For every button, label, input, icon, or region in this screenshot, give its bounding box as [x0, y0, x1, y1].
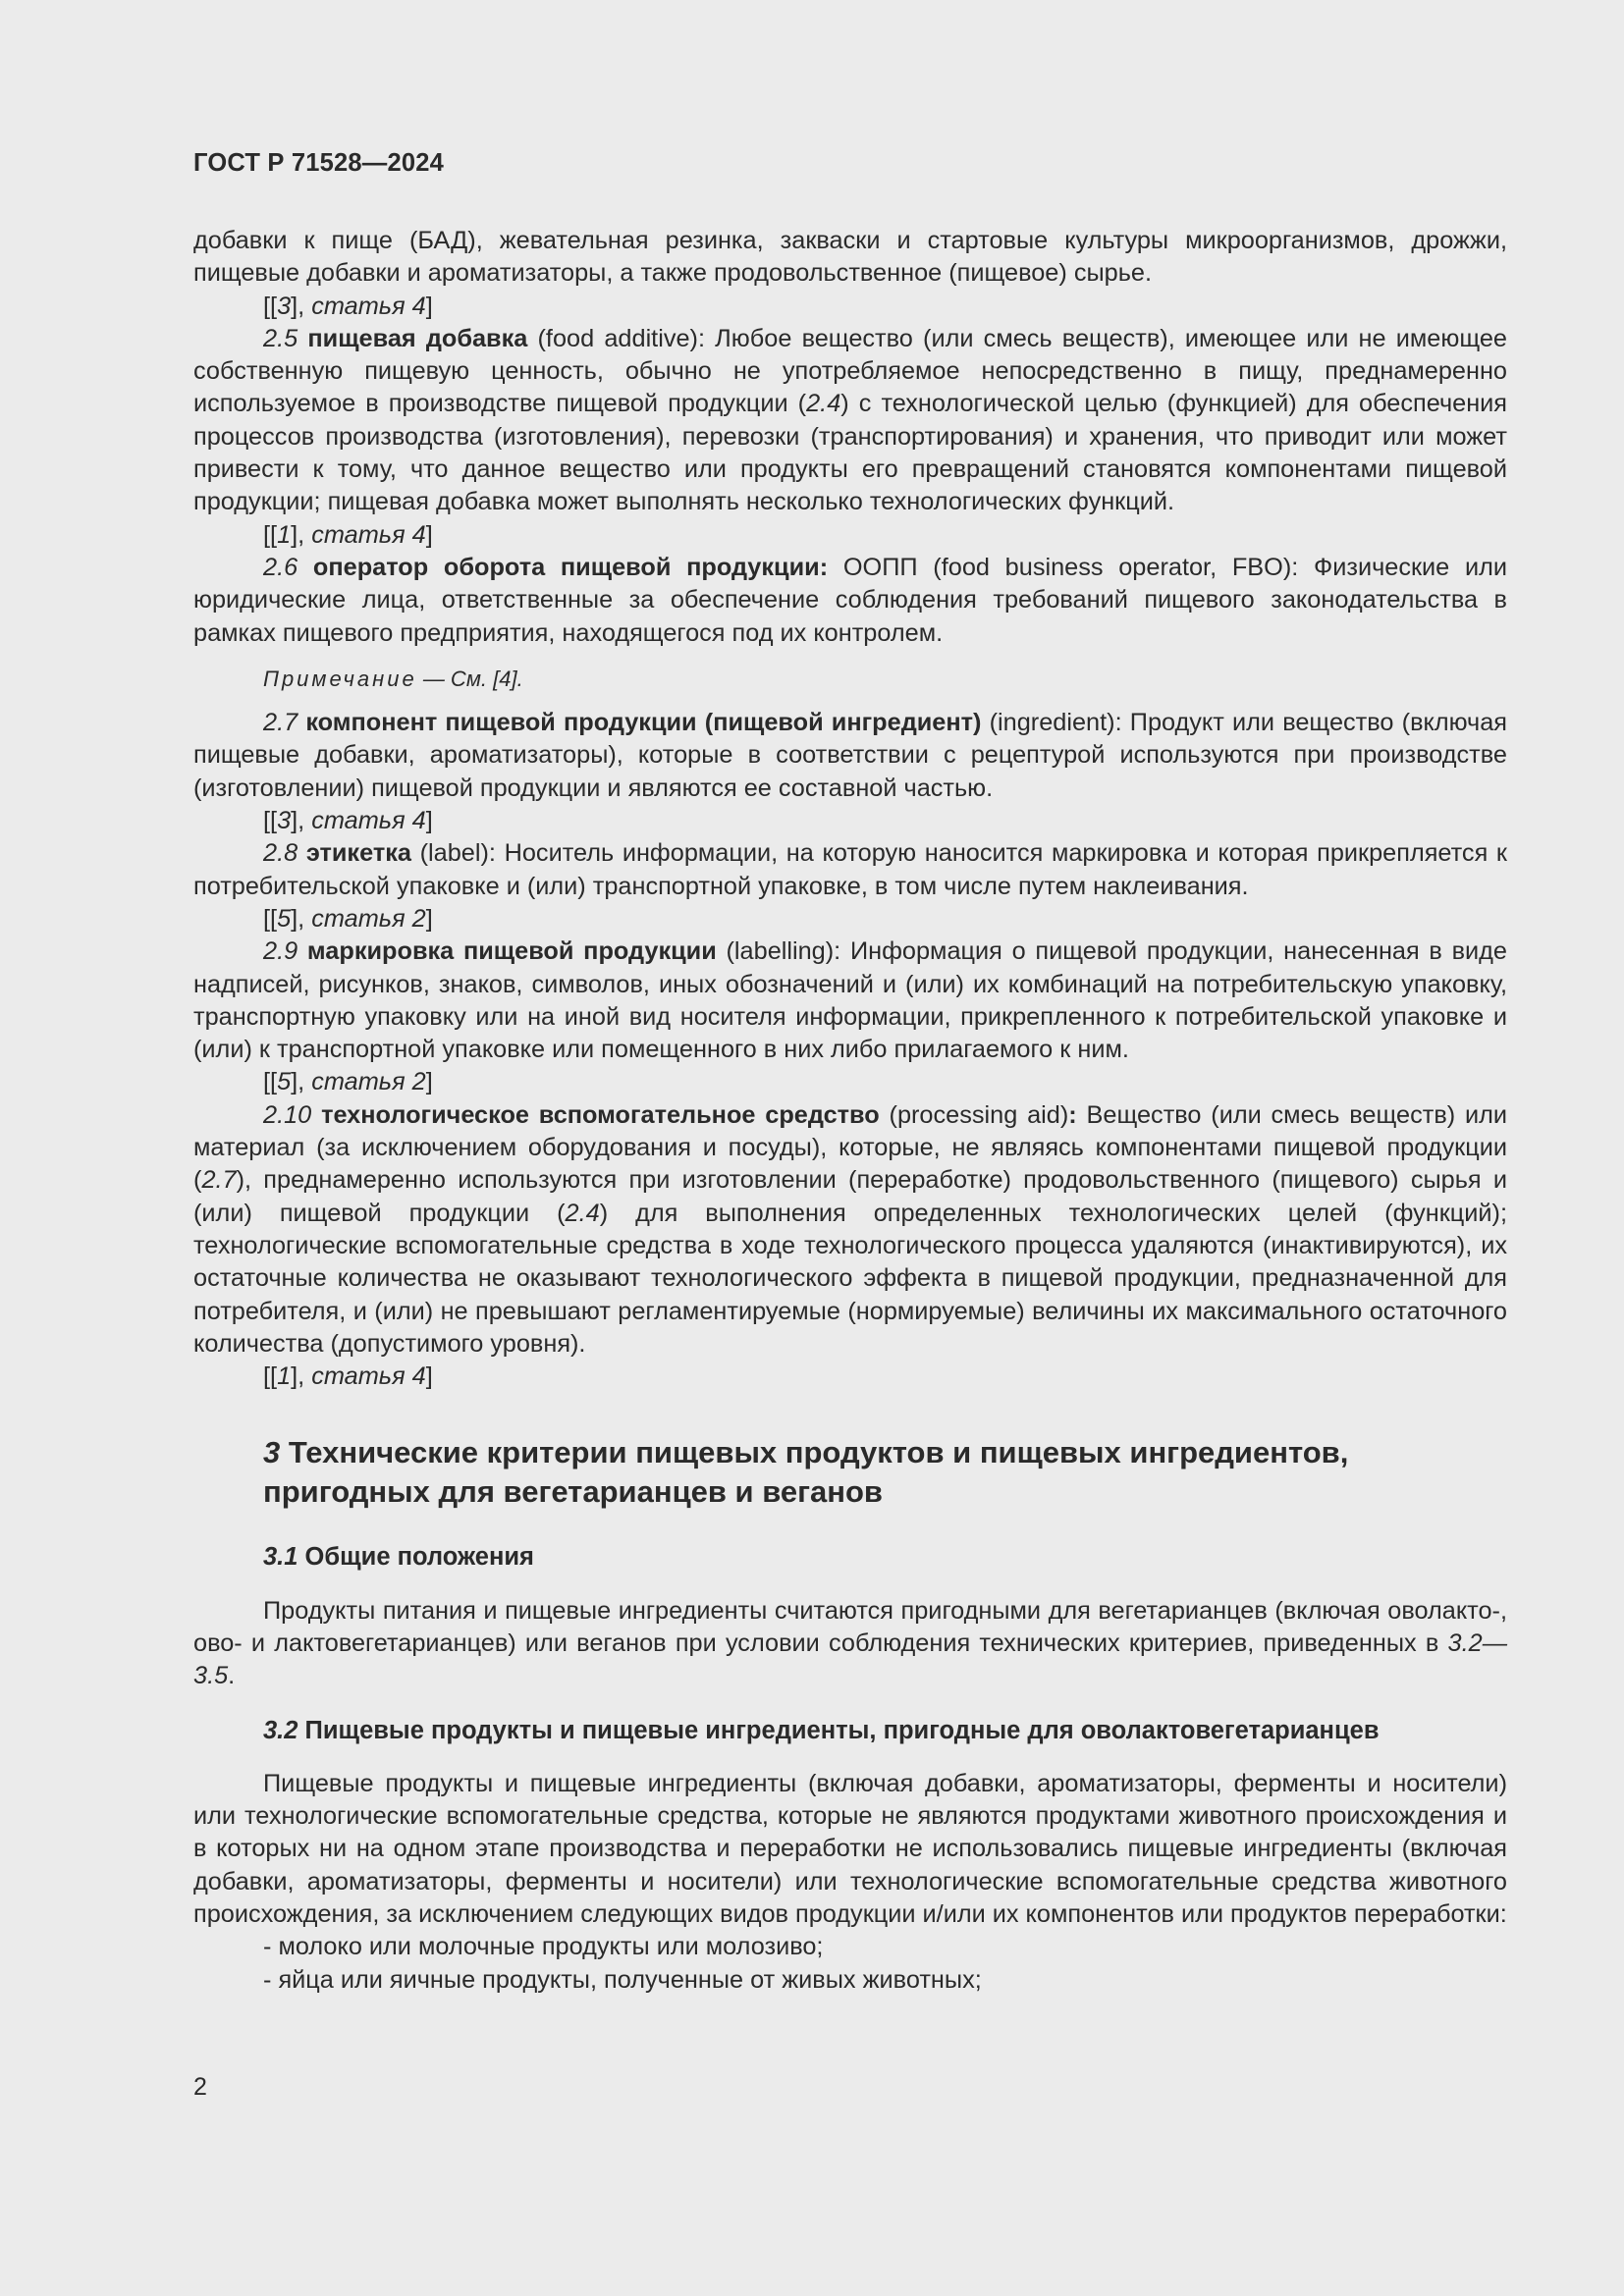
citation: [[5], статья 2] [263, 904, 433, 933]
section-3-1-heading: 3.1 Общие положения [263, 1543, 534, 1572]
citation: [[1], статья 4] [263, 1362, 433, 1391]
citation: [[3], статья 4] [263, 292, 433, 320]
list-item: - яйца или яичные продукты, полученные от живых животных; [263, 1965, 982, 1994]
term-2-7: 2.7 компонент пищевой продукции (пищевой ингредиент) (ingredient): Продукт или вещество (включая пищевые добавки, ароматизаторы), которые в соответствии с рецептурой используются при производстве (изготовлении) пищевой продукции и являются ее составной частью. [193, 709, 1507, 802]
section-3-heading: 3 Технические критерии пищевых продуктов и пищевых ингредиентов, пригодных для вегетарианцев и веганов [263, 1435, 1349, 1510]
term-2-8: 2.8 этикетка (label): Носитель информации, на которую наносится маркировка и которая прикрепляется к потребительской упаковке и (или) транспортной упаковке, в том числе путем наклеивания. [193, 839, 1508, 900]
term-2-5: 2.5 пищевая добавка (food additive): Любое вещество (или смесь веществ), имеющее или не имеющее собственную пищевую ценность, обычно не употребляемое непосредственно в пищу, преднамеренно используемое в производстве пищевой продукции (2.4) с технологической целью (функцией) для обеспечения процессов производства (изготовления), перевозки (транспортирования) и хранения, что приводит или может привести к тому, что данное вещество или продукты его превращений становятся компонентами пищевой продукции; пищевая добавка может выполнять несколько технологических функций. [193, 324, 1507, 516]
list-item: - молоко или молочные продукты или молозиво; [263, 1933, 824, 1961]
term-2-6: 2.6 оператор оборота пищевой продукции: ООПП (food business operator, FBO): Физические или юридические лица, ответственные за обеспечение соблюдения требований пищевого законодательства в рамках пищевого предприятия, находящегося под их контролем. [193, 553, 1507, 647]
section-3-2-paragraph: Пищевые продукты и пищевые ингредиенты (включая добавки, ароматизаторы, ферменты и носители) или технологические вспомогательные средства, которые не являются продуктами животного происхождения и в которых ни на одном этапе производства и переработки не использовались пищевые ингредиенты (включая добавки, ароматизаторы, ферменты и носители) или технологические вспомогательные средства животного происхождения, за исключением следующих видов продукции и/или их компонентов или продуктов переработки: [193, 1769, 1507, 1929]
page-number: 2 [193, 2073, 207, 2101]
citation: [[3], статья 4] [263, 807, 433, 835]
intro-paragraph: добавки к пище (БАД), жевательная резинка, закваски и стартовые культуры микроорганизмов, дрожжи, пищевые добавки и ароматизаторы, а также продовольственное (пищевое) сырье. [193, 227, 1507, 288]
term-2-9: 2.9 маркировка пищевой продукции (labelling): Информация о пищевой продукции, нанесенная в виде надписей, рисунков, знаков, символов, иных обозначений и (или) их комбинаций на потребительскую упаковку, транспортную упаковку или на иной вид носителя информации, прикрепленного к потребительской упаковке и (или) к транспортной упаковке или помещенного в них либо прилагаемого к ним. [193, 937, 1507, 1064]
citation: [[1], статья 4] [263, 520, 433, 549]
section-3-2-heading: 3.2 Пищевые продукты и пищевые ингредиенты, пригодные для оволактовегетарианцев [263, 1716, 1380, 1744]
document-header: ГОСТ Р 71528—2024 [193, 149, 445, 177]
section-3-1-paragraph: Продукты питания и пищевые ингредиенты считаются пригодными для вегетарианцев (включая оволакто-, ово- и лактовегетарианцев) или веганов при условии соблюдения технических критериев, приведенных в 3.2—3.5. [193, 1596, 1507, 1690]
note: Примечание — См. [4]. [263, 666, 523, 691]
term-2-10: 2.10 технологическое вспомогательное средство (processing aid): Вещество (или смесь веществ) или материал (за исключением оборудования и посуды), которые, не являясь компонентами пищевой продукции (2.7), преднамеренно используются при изготовлении (переработке) продовольственного (пищевого) сырья и (или) пищевой продукции (2.4) для выполнения определенных технологических целей (функций); технологические вспомогательные средства в ходе технологического процесса удаляются (инактивируются), их остаточные количества не оказывают технологического эффекта в пищевой продукции, предназначенной для потребителя, и (или) не превышают регламентируемые (нормируемые) величины их максимального остаточного количества (допустимого уровня). [193, 1100, 1508, 1358]
document-body [193, 225, 1507, 1997]
citation: [[5], статья 2] [263, 1068, 433, 1096]
